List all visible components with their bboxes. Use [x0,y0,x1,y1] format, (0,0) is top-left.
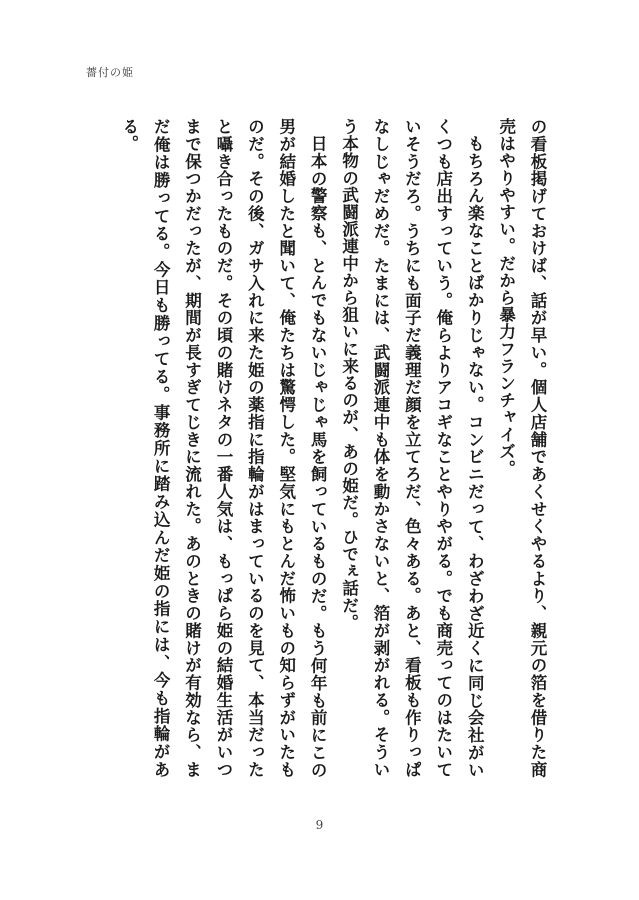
paragraph: の看板掲げておけば、話が早い。個人店舗であくせくやるより、親元の箔を借りた商売はやりやすい。だから暴力フランチャイズ。 [496,118,547,778]
paragraph: 日本の警察も、とんでもないじゃじゃ馬を飼っているものだ。もう何年も前にこの男が結婚したと聞いて、俺たちは驚愕した。堅気にもとんだ怖いもの知らずがいたものだ。その後、ガサ入れに来た姫の薬指に指輪がはまっているのを見て、本当だったと囁き合ったものだ。その頃の賭けネタの一番人気は、もっぱら姫の結婚生活がいつまで保つかだったが、期間が長すぎてじきに流れた。あのときの賭けが有効なら、まだ俺は勝ってる。今日も勝ってる。事務所に踏み込んだ姫の指には、今も指輪がある。 [119,118,328,778]
body-text [83,118,553,778]
running-header: 薔付の姫 [86,66,134,79]
paragraph: もちろん楽なことばかりじゃない。コンビニだって、わざわざ近くに同じ会社がいくつも店出すっていう。俺らよりアコギなことやりやがる。でも商売ってのはたいていそうだろ。うちにも面子だ義理だ顔を立てろだ、色々ある。あと、看板も作りっぱなしじゃだめだ。たまには、武闘派連中も体を動かさないと、箔が剥がれる。そういう本物の武闘派連中から狙いに来るのが、あの姫だ。ひでぇ話だ。 [339,118,485,778]
page-number: 9 [315,818,324,832]
